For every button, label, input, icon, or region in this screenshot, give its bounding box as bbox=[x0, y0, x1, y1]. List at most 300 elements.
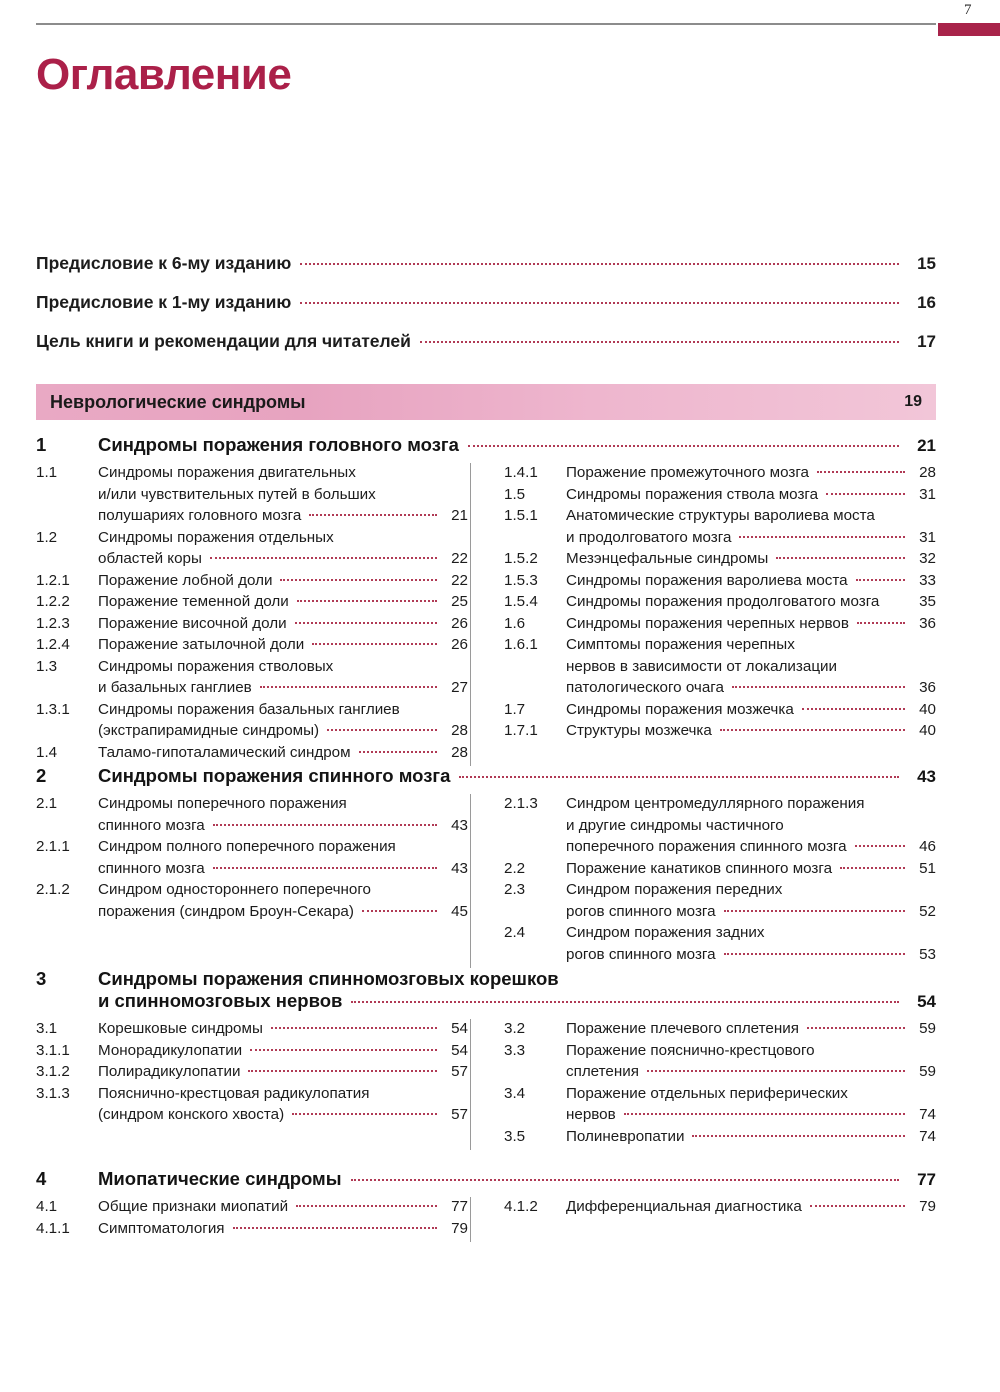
entry-title: Общие признаки миопатий bbox=[98, 1198, 289, 1215]
dot-leader bbox=[732, 686, 905, 688]
entry-page: 40 bbox=[919, 722, 936, 739]
entry-last-line bbox=[566, 720, 936, 742]
entry-last-line bbox=[98, 858, 468, 880]
toc-entry[interactable] bbox=[36, 742, 468, 764]
dot-leader bbox=[802, 708, 905, 710]
entry-page: 22 bbox=[451, 550, 468, 567]
entry-page: 43 bbox=[451, 816, 468, 834]
dot-leader bbox=[300, 302, 899, 304]
toc-entry[interactable] bbox=[36, 613, 468, 635]
entry-body bbox=[566, 720, 936, 742]
toc-entry[interactable] bbox=[504, 634, 936, 699]
chapter-title-cont: и спинномозговых нервов bbox=[98, 990, 343, 1011]
dot-leader bbox=[312, 643, 437, 645]
entry-title: Поражение затылочной доли bbox=[98, 636, 305, 653]
entry-title: Полирадикулопатии bbox=[98, 1063, 241, 1080]
entry-title: (синдром конского хвоста) bbox=[98, 1106, 285, 1123]
entry-number: 3.5 bbox=[504, 1127, 526, 1145]
entry-column-right bbox=[504, 1018, 936, 1147]
entry-title: Поражение промежуточного мозга bbox=[566, 464, 810, 481]
entry-number: 2.4 bbox=[504, 924, 526, 941]
entry-number: 3.2 bbox=[504, 1020, 526, 1037]
chapter-page: 54 bbox=[917, 992, 936, 1011]
entry-title: и базальных ганглиев bbox=[98, 679, 252, 696]
entry-title: Симптоматология bbox=[98, 1219, 225, 1237]
toc-entry[interactable] bbox=[36, 1083, 468, 1126]
front-matter-page: 17 bbox=[917, 332, 936, 351]
entry-body bbox=[98, 1040, 468, 1062]
dot-leader bbox=[840, 867, 905, 869]
toc-entry[interactable] bbox=[504, 922, 936, 965]
entry-title: поперечного поражения спинного мозга bbox=[566, 838, 847, 855]
entry-last-line bbox=[98, 1196, 468, 1218]
entry-page: 28 bbox=[451, 722, 468, 739]
entry-page: 32 bbox=[919, 550, 936, 567]
entry-columns bbox=[36, 462, 936, 763]
toc-entry[interactable] bbox=[36, 836, 468, 879]
dot-leader bbox=[260, 686, 437, 688]
entry-body bbox=[566, 1018, 936, 1040]
entry-body bbox=[98, 656, 468, 699]
dot-leader bbox=[327, 729, 437, 731]
entry-title: Таламо-гипоталамический синдром bbox=[98, 743, 351, 761]
toc-entry[interactable] bbox=[36, 1018, 468, 1040]
toc-entry[interactable] bbox=[36, 1040, 468, 1062]
entry-number: 3.1 bbox=[36, 1020, 58, 1037]
toc-entry[interactable] bbox=[504, 591, 936, 613]
entry-last-line bbox=[566, 677, 936, 699]
toc-entry[interactable] bbox=[504, 548, 936, 570]
entry-columns bbox=[36, 1018, 936, 1147]
entry-body bbox=[566, 699, 936, 721]
entry-body bbox=[98, 1218, 468, 1240]
chapter-title: Синдромы поражения спинного мозга bbox=[98, 765, 451, 786]
dot-leader bbox=[250, 1049, 437, 1051]
entry-page: 52 bbox=[919, 902, 936, 920]
toc-entry[interactable] bbox=[504, 720, 936, 742]
entry-title: рогов спинного мозга bbox=[566, 902, 716, 920]
entry-number: 1.5 bbox=[504, 485, 526, 503]
entry-title: Структуры мозжечка bbox=[566, 722, 712, 739]
entry-columns bbox=[36, 1196, 936, 1239]
front-matter-page: 15 bbox=[917, 254, 936, 273]
toc-entry[interactable] bbox=[36, 1061, 468, 1083]
entry-last-line bbox=[98, 1040, 468, 1062]
dot-leader bbox=[720, 729, 905, 731]
entry-text-line: Синдромы поперечного поражения bbox=[98, 795, 347, 812]
entry-number: 1.2.1 bbox=[36, 571, 70, 589]
entry-page: 51 bbox=[919, 859, 936, 877]
chapter-page: 77 bbox=[917, 1170, 936, 1189]
entry-page: 53 bbox=[919, 945, 936, 963]
entry-body bbox=[98, 634, 468, 656]
dot-leader bbox=[776, 557, 905, 559]
chapter-number: 2 bbox=[36, 765, 47, 786]
toc-entry[interactable] bbox=[504, 1083, 936, 1126]
entry-title: Мезэнцефальные синдромы bbox=[566, 550, 769, 567]
entry-last-line bbox=[98, 742, 468, 764]
entry-text-line: и другие синдромы частичного bbox=[566, 816, 784, 834]
chapter-heading[interactable] bbox=[36, 968, 936, 1012]
toc-entry[interactable] bbox=[504, 879, 936, 922]
entry-number: 3.3 bbox=[504, 1041, 526, 1059]
front-matter-label: Предисловие к 1-му изданию bbox=[36, 292, 292, 312]
entry-last-line bbox=[566, 944, 936, 966]
dot-leader bbox=[210, 557, 437, 559]
entry-body bbox=[98, 836, 468, 879]
toc-entry[interactable] bbox=[36, 591, 468, 613]
entry-title: Полиневропатии bbox=[566, 1127, 685, 1145]
entry-text-line: Синдром полного поперечного поражения bbox=[98, 838, 396, 855]
entry-text-line: Синдром одностороннего поперечного bbox=[98, 881, 372, 898]
toc-entry[interactable] bbox=[36, 634, 468, 656]
entry-page: 45 bbox=[451, 902, 468, 920]
entry-number: 1.5.3 bbox=[504, 571, 538, 589]
entry-body bbox=[98, 527, 468, 570]
entry-body bbox=[566, 922, 936, 965]
dot-leader bbox=[248, 1070, 437, 1072]
entry-last-line bbox=[98, 505, 468, 527]
chapter-page: 21 bbox=[917, 436, 936, 455]
entry-title: Монорадикулопатии bbox=[98, 1041, 243, 1059]
column-divider bbox=[470, 1197, 471, 1242]
entry-page: 26 bbox=[451, 636, 468, 653]
part-page-number: 19 bbox=[904, 393, 922, 410]
toc-entry[interactable] bbox=[36, 1196, 468, 1218]
entry-page: 77 bbox=[451, 1198, 468, 1215]
entry-column-left bbox=[36, 1018, 468, 1147]
entry-last-line bbox=[566, 1126, 936, 1148]
entry-body bbox=[566, 505, 936, 548]
entry-title: нервов bbox=[566, 1106, 616, 1123]
dot-leader bbox=[351, 1001, 899, 1003]
toc-entry[interactable] bbox=[36, 879, 468, 922]
dot-leader bbox=[459, 776, 899, 778]
entry-text-line: Симптомы поражения черепных bbox=[566, 636, 795, 653]
entry-body bbox=[98, 1196, 468, 1218]
entry-last-line bbox=[98, 570, 468, 592]
dot-leader bbox=[351, 1179, 899, 1181]
chapter-heading[interactable] bbox=[36, 1168, 936, 1190]
entry-page: 26 bbox=[451, 614, 468, 632]
entry-page: 74 bbox=[919, 1127, 936, 1145]
folio-number: 7 bbox=[964, 2, 972, 18]
dot-leader bbox=[362, 910, 437, 912]
entry-text-line: Пояснично-крестцовая радикулопатия bbox=[98, 1084, 370, 1102]
chapter-heading-line bbox=[36, 968, 936, 990]
entry-number: 1.2 bbox=[36, 528, 58, 546]
entry-number: 1.6 bbox=[504, 614, 526, 632]
entry-number: 2.1.2 bbox=[36, 881, 70, 898]
entry-body bbox=[98, 1083, 468, 1126]
chapter-block bbox=[36, 968, 936, 1147]
entry-last-line bbox=[98, 1104, 468, 1126]
entry-text-line: Синдром поражения передних bbox=[566, 881, 783, 898]
toc-entry[interactable] bbox=[36, 699, 468, 742]
chapter-block bbox=[36, 765, 936, 965]
entry-text-line: Анатомические структуры варолиева моста bbox=[566, 507, 875, 524]
dot-leader bbox=[739, 536, 905, 538]
entry-last-line bbox=[566, 858, 936, 880]
entry-last-line bbox=[98, 591, 468, 613]
entry-title: полушариях головного мозга bbox=[98, 507, 302, 524]
entry-page: 74 bbox=[919, 1106, 936, 1123]
entry-title: Поражение канатиков спинного мозга bbox=[566, 859, 833, 877]
entry-page: 46 bbox=[919, 838, 936, 855]
toc-entry[interactable] bbox=[504, 613, 936, 635]
entry-number: 1.2.2 bbox=[36, 593, 70, 610]
dot-leader bbox=[624, 1113, 905, 1115]
toc-entry[interactable] bbox=[504, 570, 936, 592]
toc-entry[interactable] bbox=[504, 1040, 936, 1083]
chapter-number: 1 bbox=[36, 434, 47, 455]
chapter-title: Миопатические синдромы bbox=[98, 1168, 342, 1189]
toc-entry[interactable] bbox=[504, 1196, 936, 1218]
entry-body bbox=[566, 1040, 936, 1083]
column-divider bbox=[470, 1019, 471, 1150]
entry-number: 4.1 bbox=[36, 1198, 58, 1215]
toc-entry[interactable] bbox=[36, 462, 468, 527]
entry-page: 28 bbox=[919, 464, 936, 481]
entry-page: 59 bbox=[919, 1020, 936, 1037]
entry-page: 31 bbox=[919, 528, 936, 546]
entry-text-line: Синдромы поражения двигательных bbox=[98, 464, 356, 481]
entry-last-line bbox=[98, 1018, 468, 1040]
entry-title: Синдромы поражения мозжечка bbox=[566, 700, 794, 718]
entry-text-line: Синдромы поражения отдельных bbox=[98, 528, 334, 546]
entry-body bbox=[98, 570, 468, 592]
dot-leader bbox=[468, 445, 899, 447]
entry-title: областей коры bbox=[98, 550, 202, 567]
entry-number: 1.3.1 bbox=[36, 700, 70, 718]
entry-number: 2.2 bbox=[504, 859, 526, 877]
entry-last-line bbox=[566, 527, 936, 549]
entry-title: (экстрапирамидные синдромы) bbox=[98, 722, 320, 739]
entry-last-line bbox=[98, 1061, 468, 1083]
entry-last-line bbox=[566, 699, 936, 721]
entry-body bbox=[566, 613, 936, 635]
toc-entry[interactable] bbox=[504, 484, 936, 506]
dot-leader bbox=[280, 579, 437, 581]
dot-leader bbox=[233, 1227, 437, 1229]
entry-number: 3.4 bbox=[504, 1084, 526, 1102]
entry-body bbox=[98, 591, 468, 613]
dot-leader bbox=[724, 953, 905, 955]
entry-text-line: Синдромы поражения стволовых bbox=[98, 657, 334, 675]
entry-last-line bbox=[566, 1196, 936, 1218]
entry-column-left bbox=[36, 793, 468, 965]
entry-last-line bbox=[566, 1061, 936, 1083]
entry-text-line: Синдром поражения задних bbox=[566, 924, 765, 941]
entry-page: 36 bbox=[919, 614, 936, 632]
toc-entry[interactable] bbox=[504, 858, 936, 880]
entry-body bbox=[566, 634, 936, 699]
entry-number: 3.1.2 bbox=[36, 1063, 70, 1080]
entry-text-line: Поражение пояснично-крестцового bbox=[566, 1041, 815, 1059]
part-title: Неврологические синдромы bbox=[50, 391, 306, 412]
toc-entry[interactable] bbox=[36, 527, 468, 570]
entry-last-line bbox=[566, 901, 936, 923]
entry-number: 1.2.3 bbox=[36, 614, 70, 632]
entry-body bbox=[98, 462, 468, 527]
dot-leader bbox=[724, 910, 905, 912]
entry-body bbox=[566, 548, 936, 570]
dot-leader bbox=[300, 263, 899, 265]
entry-page: 54 bbox=[451, 1041, 468, 1059]
entry-number: 2.1.1 bbox=[36, 838, 70, 855]
toc-entry[interactable] bbox=[36, 793, 468, 836]
entry-text-line: нервов в зависимости от локализации bbox=[566, 657, 837, 675]
dot-leader bbox=[855, 845, 905, 847]
toc-entry[interactable] bbox=[504, 793, 936, 858]
entry-number: 3.1.3 bbox=[36, 1084, 70, 1102]
entry-number: 1.5.2 bbox=[504, 550, 538, 567]
entry-title: Поражение теменной доли bbox=[98, 593, 289, 610]
entry-text-line: и/или чувствительных путей в больших bbox=[98, 485, 376, 503]
entry-title: поражения (синдром Броун-Секара) bbox=[98, 902, 354, 920]
dot-leader bbox=[292, 1113, 437, 1115]
entry-body bbox=[566, 591, 936, 613]
entry-last-line bbox=[98, 634, 468, 656]
dot-leader bbox=[309, 514, 437, 516]
entry-body bbox=[566, 858, 936, 880]
toc-entry[interactable] bbox=[36, 1218, 468, 1240]
front-matter-row[interactable] bbox=[36, 253, 936, 292]
entry-body bbox=[98, 793, 468, 836]
entry-page: 28 bbox=[451, 743, 468, 761]
entry-page: 79 bbox=[919, 1198, 936, 1215]
entry-number: 1.5.1 bbox=[504, 507, 538, 524]
chapter-number: 4 bbox=[36, 1168, 47, 1189]
dot-leader bbox=[826, 493, 905, 495]
entry-number: 1.4 bbox=[36, 743, 58, 761]
chapter-number: 3 bbox=[36, 968, 47, 989]
front-matter-label: Цель книги и рекомендации для читателей bbox=[36, 331, 411, 351]
dot-leader bbox=[692, 1135, 905, 1137]
entry-title: и продолговатого мозга bbox=[566, 528, 732, 546]
entry-page: 79 bbox=[451, 1219, 468, 1237]
entry-body bbox=[566, 484, 936, 506]
entry-number: 1.1 bbox=[36, 464, 58, 481]
entry-body bbox=[98, 613, 468, 635]
entry-last-line bbox=[566, 1018, 936, 1040]
dot-leader bbox=[857, 622, 905, 624]
page-title: Оглавление bbox=[36, 50, 292, 99]
column-divider bbox=[470, 794, 471, 968]
toc-entry[interactable] bbox=[504, 1018, 936, 1040]
dot-leader bbox=[296, 1205, 437, 1207]
dot-leader bbox=[817, 471, 905, 473]
entry-column-right bbox=[504, 1196, 936, 1239]
toc-entry[interactable] bbox=[504, 1126, 936, 1148]
front-matter-row[interactable] bbox=[36, 331, 936, 370]
toc-entry[interactable] bbox=[36, 656, 468, 699]
entry-body bbox=[566, 1196, 936, 1218]
entry-body bbox=[98, 1061, 468, 1083]
entry-title: рогов спинного мозга bbox=[566, 945, 716, 963]
entry-title: патологического очага bbox=[566, 679, 724, 696]
part-banner bbox=[36, 384, 936, 420]
entry-title: спинного мозга bbox=[98, 816, 205, 834]
chapter-heading[interactable] bbox=[36, 765, 936, 787]
entry-page: 43 bbox=[451, 859, 468, 877]
chapter-title: Синдромы поражения спинномозговых корешков bbox=[98, 968, 559, 989]
entry-title: Дифференциальная диагностика bbox=[566, 1198, 802, 1215]
entry-number: 1.2.4 bbox=[36, 636, 70, 653]
entry-title: Синдромы поражения черепных нервов bbox=[566, 614, 849, 632]
front-matter-list bbox=[36, 253, 936, 370]
entry-number: 2.3 bbox=[504, 881, 526, 898]
entry-last-line bbox=[566, 836, 936, 858]
entry-column-right bbox=[504, 793, 936, 965]
entry-number: 2.1.3 bbox=[504, 795, 538, 812]
entry-title: Поражение лобной доли bbox=[98, 571, 273, 589]
page-header bbox=[0, 0, 1000, 40]
entry-text-line: Синдромы поражения базальных ганглиев bbox=[98, 700, 400, 718]
toc-entry[interactable] bbox=[504, 505, 936, 548]
entry-body bbox=[566, 462, 936, 484]
toc-entry[interactable] bbox=[504, 699, 936, 721]
dot-leader bbox=[856, 579, 905, 581]
toc-entry[interactable] bbox=[504, 462, 936, 484]
entry-title: Поражение височной доли bbox=[98, 614, 287, 632]
entry-page: 36 bbox=[919, 679, 936, 696]
header-accent-block bbox=[938, 23, 1000, 36]
entry-page: 22 bbox=[451, 571, 468, 589]
toc-entry[interactable] bbox=[36, 570, 468, 592]
entry-body bbox=[98, 699, 468, 742]
entry-title: спинного мозга bbox=[98, 859, 205, 877]
entry-number: 4.1.1 bbox=[36, 1219, 70, 1237]
entry-title: Синдромы поражения варолиева моста bbox=[566, 571, 848, 589]
entry-number: 4.1.2 bbox=[504, 1198, 538, 1215]
entry-column-left bbox=[36, 462, 468, 763]
dot-leader bbox=[213, 824, 437, 826]
entry-last-line bbox=[566, 484, 936, 506]
entry-number: 1.7 bbox=[504, 700, 526, 718]
chapter-block bbox=[36, 434, 936, 763]
chapter-heading[interactable] bbox=[36, 434, 936, 456]
entry-page: 35 bbox=[919, 593, 936, 610]
entry-page: 57 bbox=[451, 1063, 468, 1080]
entry-body bbox=[566, 1126, 936, 1148]
entry-title: Поражение плечевого сплетения bbox=[566, 1020, 799, 1037]
entry-page: 40 bbox=[919, 700, 936, 718]
entry-last-line bbox=[98, 901, 468, 923]
entry-number: 1.3 bbox=[36, 657, 58, 675]
entry-title: сплетения bbox=[566, 1063, 639, 1080]
dot-leader bbox=[213, 867, 437, 869]
entry-number: 3.1.1 bbox=[36, 1041, 70, 1059]
dot-leader bbox=[647, 1070, 905, 1072]
dot-leader bbox=[807, 1027, 905, 1029]
column-divider bbox=[470, 463, 471, 766]
entry-last-line bbox=[566, 1104, 936, 1126]
entry-last-line bbox=[566, 462, 936, 484]
chapter-page: 43 bbox=[917, 767, 936, 786]
entry-last-line bbox=[98, 548, 468, 570]
front-matter-row[interactable] bbox=[36, 292, 936, 331]
chapter-heading-line bbox=[36, 990, 936, 1012]
entry-last-line bbox=[566, 591, 936, 613]
entry-body bbox=[566, 879, 936, 922]
entry-last-line bbox=[566, 613, 936, 635]
entry-page: 59 bbox=[919, 1063, 936, 1080]
entry-body bbox=[98, 742, 468, 764]
entry-title: Синдромы поражения ствола мозга bbox=[566, 485, 819, 503]
entry-page: 31 bbox=[919, 485, 936, 503]
entry-last-line bbox=[98, 1218, 468, 1240]
